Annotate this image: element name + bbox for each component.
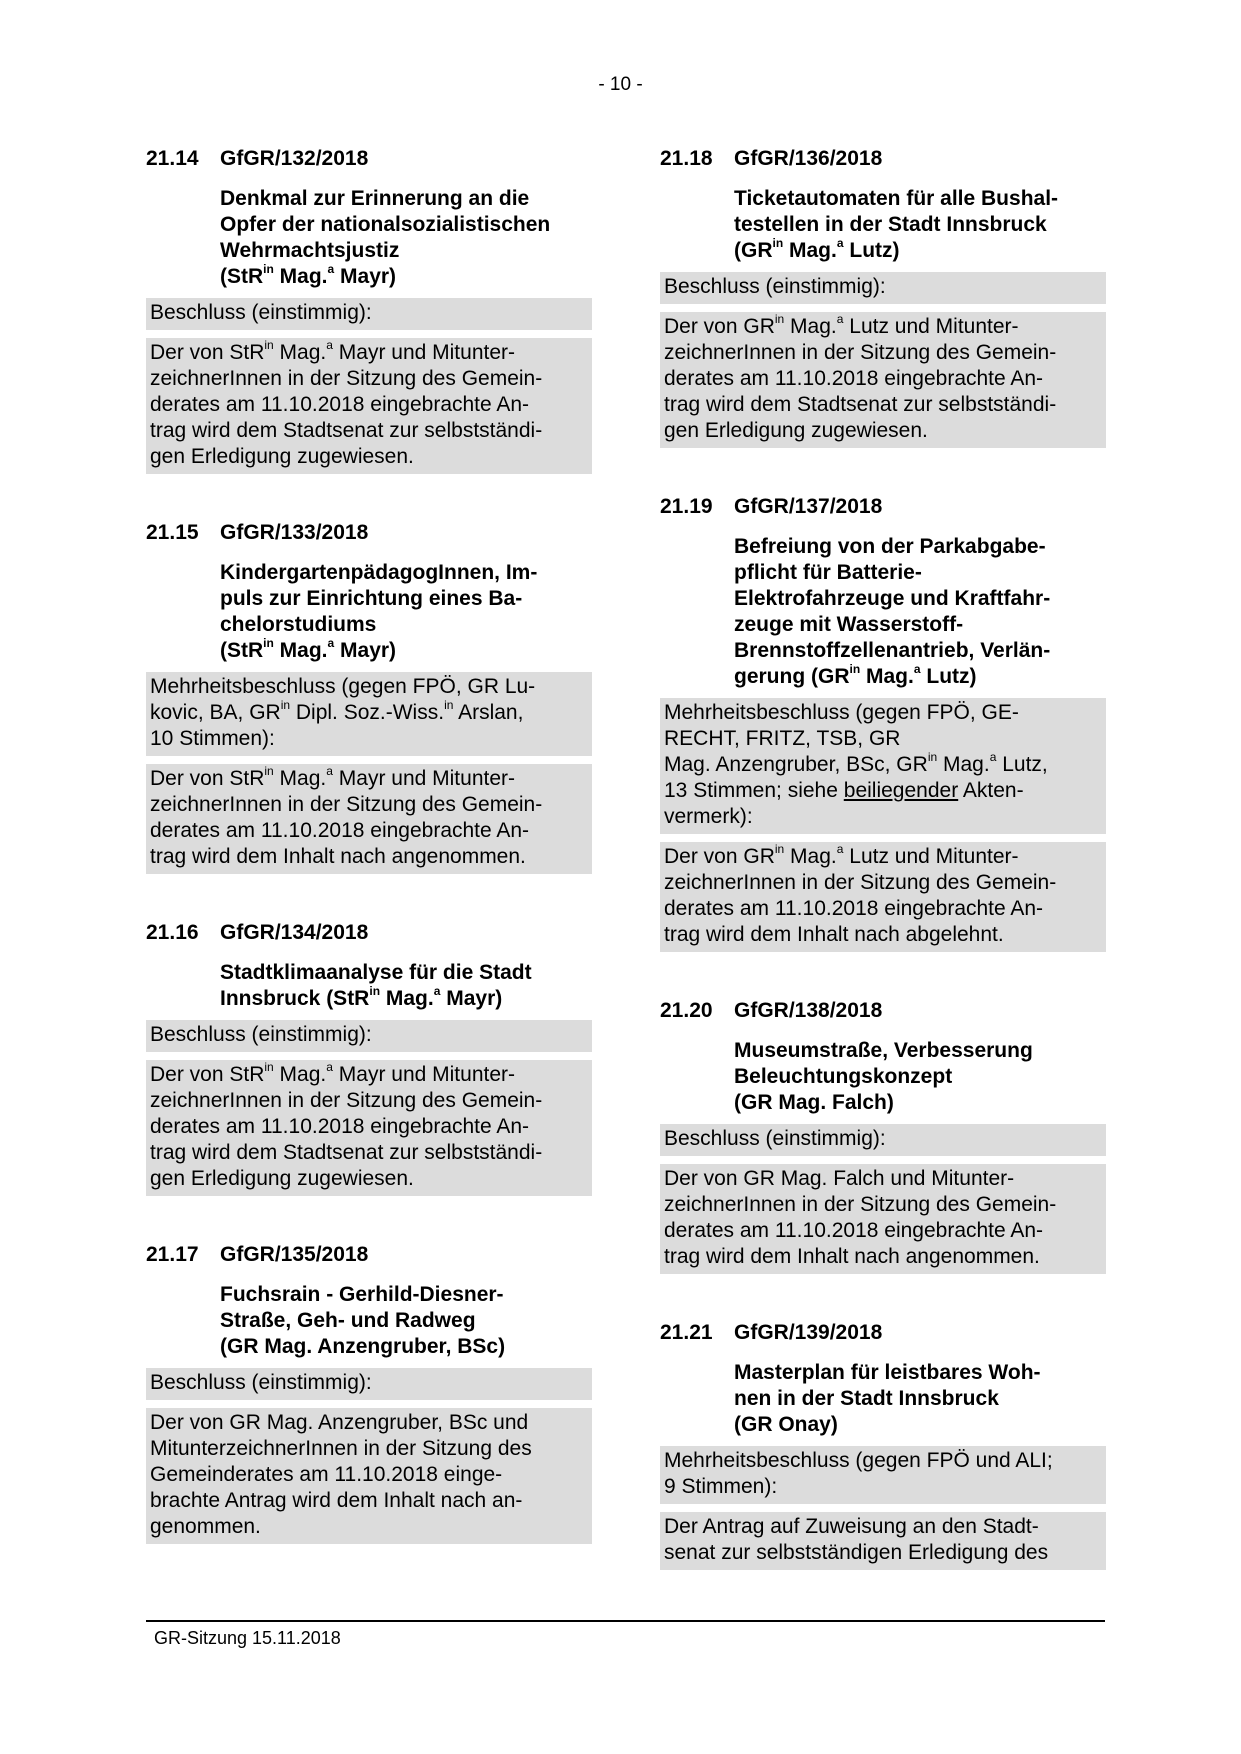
footer-text: GR-Sitzung 15.11.2018 — [154, 1628, 341, 1648]
agenda-item-21-20 — [660, 998, 1106, 1274]
resolution-box: Beschluss (einstimmig): — [146, 1368, 592, 1400]
resolution-box: Beschluss (einstimmig): — [660, 272, 1106, 304]
item-title: Ticketautomaten für alle Bushal- testellen in der Stadt Innsbruck ($GR^{in}$ Mag.$^a$ Lutz) — [734, 187, 1059, 262]
resolution-text: Der von StR$^{in}$ Mag.$^a$ Mayr und Mitunter- zeichnerInnen in der Sitzung des Gemein- derates am 11.10.2018 eingebrachte An- trag wird dem Inhalt nach angenommen. — [146, 764, 592, 874]
agenda-item-21-14 — [146, 146, 592, 474]
resolution-text: Der von $GR^{in}$ Mag.$^a$ Lutz und Mitunter- zeichnerInnen in der Sitzung des Gemein- derates am 11.10.2018 eingebrachte An- trag wird dem Stadtsenat zur selbstständi- gen Erledigung zugewiesen. — [660, 312, 1106, 448]
agenda-item-21-19 — [660, 494, 1106, 952]
item-reference: GfGR/136/2018 — [734, 147, 883, 170]
aktenvermerk-link[interactable]: beiliegender — [843, 779, 959, 802]
resolution-box: Mehrheitsbeschluss (gegen FPÖ, GR Lu- kovic, BA, $GR^{in}$ Dipl. Soz.-Wiss.$^{in}$ Arslan, 10 Stimmen): — [146, 672, 592, 756]
right-column — [660, 146, 1106, 1570]
item-title: KindergartenpädagogInnen, Im- puls zur Einrichtung eines Ba- chelorstudiums (StR$^{in}$ Mag.$^a$ Mayr) — [220, 561, 538, 662]
item-reference: GfGR/133/2018 — [220, 521, 369, 544]
item-header — [660, 146, 1106, 172]
agenda-item-21-18 — [660, 146, 1106, 448]
resolution-text: Der von GR Mag. Falch und Mitunter- zeichnerInnen in der Sitzung des Gemein- derates am 11.10.2018 eingebrachte An- trag wird dem Inhalt nach angenommen. — [660, 1164, 1106, 1274]
resolution-box: Mehrheitsbeschluss (gegen FPÖ, GE- RECHT, FRITZ, TSB, GR Mag. Anzengruber, BSc, $GR^{in}$ Mag.$^a$ Lutz, 13 Stimmen; siehe beiliegender Akten- vermerk): — [660, 698, 1106, 834]
resolution-text: Der Antrag auf Zuweisung an den Stadt- senat zur selbstständigen Erledigung des — [660, 1512, 1106, 1570]
item-reference: GfGR/139/2018 — [734, 1321, 883, 1344]
title-line: Denkmal zur Erinnerung an die — [220, 187, 530, 210]
resolution-text: Der von StR$^{in}$ Mag.$^a$ Mayr und Mitunter- zeichnerInnen in der Sitzung des Gemein- derates am 11.10.2018 eingebrachte An- trag wird dem Stadtsenat zur selbstständi- gen Erledigung zugewiesen. — [146, 1060, 592, 1196]
item-number: 21.14 — [146, 147, 199, 170]
item-title: Masterplan für leistbares Woh- nen in der Stadt Innsbruck (GR Onay) — [734, 1361, 1041, 1436]
resolution-box: Mehrheitsbeschluss (gegen FPÖ und ALI; 9 Stimmen): — [660, 1446, 1106, 1504]
title-line: Opfer der nationalsozialistischen — [220, 213, 551, 236]
item-number: 21.19 — [660, 495, 713, 518]
item-reference: GfGR/137/2018 — [734, 495, 883, 518]
title-line: (StR$^{in}$ Mag.$^a$ Mayr) — [220, 262, 397, 288]
page-number: - 10 - — [598, 74, 643, 95]
item-title: Fuchsrain - Gerhild-Diesner- Straße, Geh- und Radweg (GR Mag. Anzengruber, BSc) — [220, 1283, 506, 1358]
item-header — [146, 920, 592, 946]
item-header — [660, 998, 1106, 1024]
item-header — [660, 494, 1106, 520]
item-reference: GfGR/135/2018 — [220, 1243, 369, 1266]
resolution-text: Der von GR Mag. Anzengruber, BSc und MitunterzeichnerInnen in der Sitzung des Gemeinderates am 11.10.2018 einge- brachte Antrag wird dem Inhalt nach an- genommen. — [146, 1408, 592, 1544]
resolution-box: Beschluss (einstimmig): — [660, 1124, 1106, 1156]
item-number: 21.21 — [660, 1321, 713, 1344]
agenda-item-21-17 — [146, 1242, 592, 1544]
item-title: Stadtklimaanalyse für die Stadt Innsbruck (StR$^{in}$ Mag.$^a$ Mayr) — [220, 961, 532, 1010]
item-title: Museumstraße, Verbesserung Beleuchtungskonzept (GR Mag. Falch) — [734, 1039, 1033, 1114]
item-header — [146, 146, 592, 172]
item-header — [146, 1242, 592, 1268]
footer-divider — [146, 1620, 1105, 1622]
item-reference: GfGR/138/2018 — [734, 999, 883, 1022]
title-line: Wehrmachtsjustiz — [220, 239, 400, 262]
item-title — [220, 186, 592, 290]
item-number: 21.18 — [660, 147, 713, 170]
item-reference: GfGR/132/2018 — [220, 147, 369, 170]
item-number: 21.17 — [146, 1243, 199, 1266]
resolution-text: Der von StR$^{in}$ Mag.$^a$ Mayr und Mitunter- zeichnerInnen in der Sitzung des Gemein- derates am 11.10.2018 eingebrachte An- trag wird dem Stadtsenat zur selbstständi- gen Erledigung zugewiesen. — [146, 338, 592, 474]
item-number: 21.15 — [146, 521, 199, 544]
item-number: 21.20 — [660, 999, 713, 1022]
left-column — [146, 146, 592, 1544]
item-number: 21.16 — [146, 921, 199, 944]
resolution-box: Beschluss (einstimmig): — [146, 1020, 592, 1052]
agenda-item-21-15 — [146, 520, 592, 874]
agenda-item-21-16 — [146, 920, 592, 1196]
resolution-box: Beschluss (einstimmig): — [146, 298, 592, 330]
resolution-text: Der von $GR^{in}$ Mag.$^a$ Lutz und Mitunter- zeichnerInnen in der Sitzung des Gemein- derates am 11.10.2018 eingebrachte An- trag wird dem Inhalt nach abgelehnt. — [660, 842, 1106, 952]
agenda-item-21-21 — [660, 1320, 1106, 1570]
item-reference: GfGR/134/2018 — [220, 921, 369, 944]
item-title: Befreiung von der Parkabgabe- pflicht für Batterie- Elektrofahrzeuge und Kraftfahr- zeuge mit Wasserstoff- Brennstoffzellenantrieb, Verlän- gerung ($GR^{in}$ Mag.$^a$ Lutz) — [734, 535, 1051, 688]
item-header — [660, 1320, 1106, 1346]
item-header — [146, 520, 592, 546]
